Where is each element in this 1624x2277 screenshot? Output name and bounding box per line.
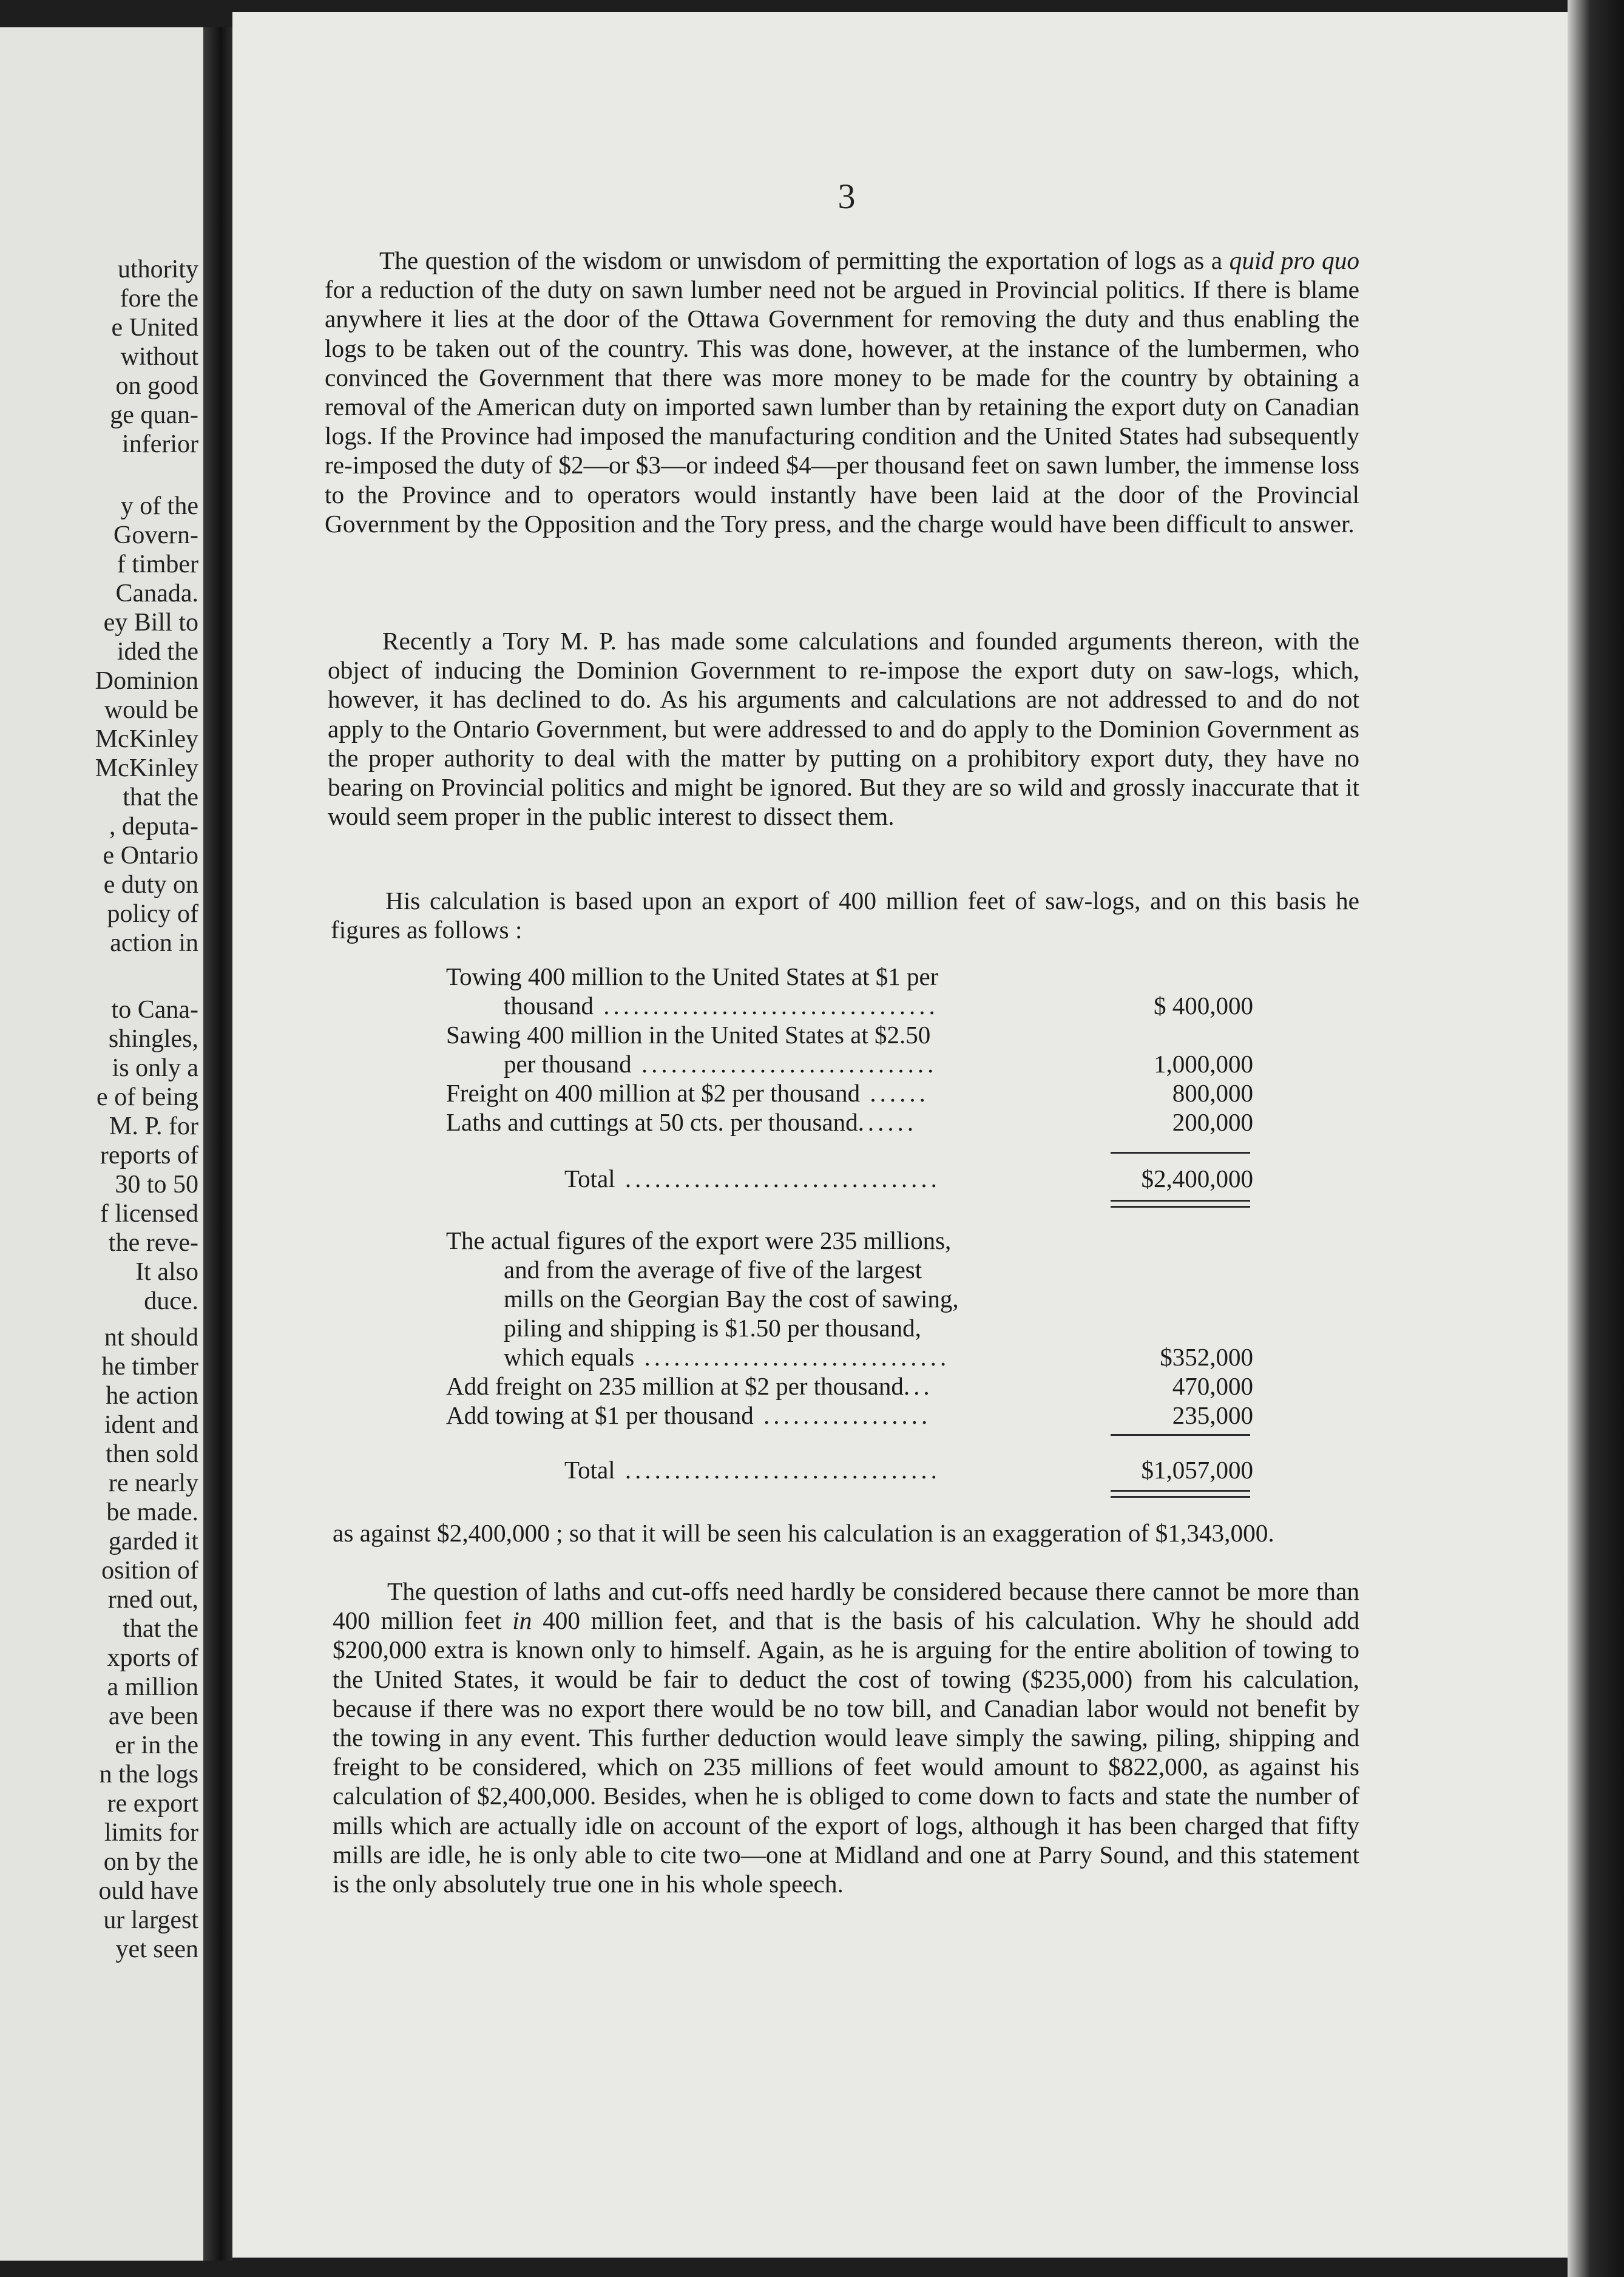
row-amount: $ 400,000 xyxy=(1154,992,1253,1020)
left-page-fragment: that the xyxy=(123,1615,198,1643)
row-label-text: thousand xyxy=(504,992,594,1020)
row-amount: 200,000 xyxy=(1172,1108,1253,1136)
row-amount: 800,000 xyxy=(1172,1079,1253,1107)
total-label xyxy=(564,1455,941,1484)
left-page-fragment: f licensed xyxy=(100,1200,198,1228)
paragraph-1-text-b: for a reduction of the duty on sawn lumber need not be argued in Provincial politics. If there is blame anywhere it lies at the door of the Ottawa Government for removing the duty and thus enabling the logs to be taken out of the country. This was done, however, at the instance of the lumbermen, who convinced the Government that there was more money to be made for the country by obtaining a removal of the American duty on imported sawn lumber than by retaining the export duty on Canadian logs. If the Province had imposed the manufacturing condition and the United States had subsequently re-imposed the duty of $2—or $3—or indeed $4—per thousand feet on sawn lumber, the immense loss to the Province and to operators would instantly have been laid at the door of the Provincial Government by the Opposition and the Tory press, and the charge would have been difficult to answer. xyxy=(325,276,1359,538)
table2-total-rule-1 xyxy=(1111,1490,1250,1492)
left-page-fragment: ge quan- xyxy=(110,401,198,429)
row-label-text: which equals xyxy=(504,1343,635,1371)
paragraph-5-text-a: The question of laths and cut-offs need hardly be considered because there cannot be more than 400 million feet xyxy=(333,1577,1359,1635)
left-page-fragment: duce. xyxy=(144,1287,198,1315)
left-page-fragment: ided the xyxy=(117,638,198,666)
left-page-fragment: er in the xyxy=(115,1731,198,1759)
row-label xyxy=(504,1049,937,1078)
row-label-text: Add towing at $1 per thousand xyxy=(446,1401,754,1429)
page-number: 3 xyxy=(837,177,856,216)
table2-total-rule-2 xyxy=(1111,1496,1250,1498)
row-amount: 1,000,000 xyxy=(1154,1050,1253,1078)
row-label-text: per thousand xyxy=(504,1050,632,1078)
paragraph-2: Recently a Tory M. P. has made some calculations and founded arguments thereon, with the object of inducing the Dominion Government to re-impose the export duty on saw-logs, which, however, it has declined to do. As his arguments and calculations are not addressed to and do not apply to the Ontario Government, but were addressed to and do apply to the Dominion Government as the proper authority to deal with the matter by putting on a prohibitory export duty, they have no bearing on Provincial politics and might be ignored. But they are so wild and grossly inaccurate that it would seem proper in the public interest to dissect them. xyxy=(328,627,1359,831)
left-page-fragment: ur largest xyxy=(103,1906,198,1934)
left-page-fragment: ey Bill to xyxy=(103,609,198,637)
left-page-fragment: a million xyxy=(107,1673,198,1701)
paragraph-3: His calculation is based upon an export of 400 million feet of saw-logs, and on this basis he figures as follows : xyxy=(331,887,1359,944)
left-page-fragment: McKinley xyxy=(95,754,198,782)
left-page-fragment: without xyxy=(120,343,198,371)
left-page-fragment: fore the xyxy=(120,285,198,313)
table-row xyxy=(446,1401,1253,1430)
leader-dots: ...... xyxy=(858,1108,918,1136)
left-page-fragment: Dominion xyxy=(95,667,198,695)
left-page-fragment: inferior xyxy=(122,430,198,458)
left-page-fragment: e Ontario xyxy=(103,842,198,870)
row-label xyxy=(504,991,939,1020)
left-page-fragment: to Cana- xyxy=(111,996,198,1024)
left-page-fragment: rned out, xyxy=(107,1586,198,1614)
row-label xyxy=(504,1284,959,1313)
row-label-text: Freight on 400 million at $2 per thousand xyxy=(446,1079,861,1107)
row-label-text: mills on the Georgian Bay the cost of sawing, xyxy=(504,1285,959,1313)
left-page-fragment: ould have xyxy=(98,1877,198,1905)
total-label xyxy=(564,1164,941,1193)
row-label xyxy=(446,1401,931,1430)
left-page-fragment: , deputa- xyxy=(109,813,198,841)
left-page-fragment: It also xyxy=(135,1258,198,1286)
left-page-fragment: f timber xyxy=(117,550,198,578)
left-page-fragment: y of the xyxy=(120,492,198,520)
left-page-fragment: on by the xyxy=(103,1848,198,1876)
left-page-fragment: on good xyxy=(115,372,198,400)
table-row xyxy=(446,1284,1253,1313)
left-page-fragment: is only a xyxy=(112,1054,198,1082)
paragraph-1-italic: quid pro quo xyxy=(1229,246,1359,274)
row-label xyxy=(446,1078,929,1108)
leader-dots: ............................... xyxy=(634,1343,950,1371)
left-page-fragment: e duty on xyxy=(103,871,198,899)
row-label-text: Laths and cuttings at 50 cts. per thousand xyxy=(446,1108,858,1136)
left-page-fragment: uthority xyxy=(118,255,198,283)
row-label-text: piling and shipping is $1.50 per thousand, xyxy=(504,1314,921,1342)
leader-dots: .............................. xyxy=(631,1050,938,1078)
row-amount: 235,000 xyxy=(1172,1401,1253,1429)
table-row xyxy=(446,962,1253,991)
row-amount: 470,000 xyxy=(1172,1372,1253,1400)
row-label xyxy=(504,1313,921,1342)
total-label-text: Total xyxy=(564,1456,615,1484)
left-page-fragment: that the xyxy=(123,783,198,811)
row-label xyxy=(446,1226,951,1255)
row-label xyxy=(446,1020,930,1049)
left-page-fragment: the reve- xyxy=(108,1229,198,1257)
left-page-fragment: he timber xyxy=(101,1353,198,1381)
row-label-text: Add freight on 235 million at $2 per thousand xyxy=(446,1372,904,1400)
table-row xyxy=(446,991,1253,1020)
left-page-fragment: re nearly xyxy=(108,1469,198,1497)
row-label-text: and from the average of five of the largest xyxy=(504,1256,922,1284)
row-label xyxy=(446,1372,933,1401)
book-spine xyxy=(203,27,232,2261)
row-label-text: Towing 400 million to the United States at $1 per xyxy=(446,963,939,990)
leader-dots: ...... xyxy=(860,1079,929,1107)
table-row xyxy=(446,1020,1253,1049)
table-row xyxy=(446,1226,1253,1255)
row-label xyxy=(446,962,938,991)
leader-dots: ................. xyxy=(753,1401,932,1429)
table-row xyxy=(446,1342,1253,1372)
left-page-fragment: he action xyxy=(106,1382,198,1410)
table2-subtotal-rule xyxy=(1111,1434,1250,1436)
row-label xyxy=(446,1108,917,1137)
left-page-fragment: then sold xyxy=(106,1440,198,1468)
left-page-fragment: be made. xyxy=(106,1498,198,1526)
left-page-fragment: yet seen xyxy=(115,1935,198,1963)
row-label xyxy=(504,1255,922,1284)
paragraph-1-text-a: The question of the wisdom or unwisdom of permitting the exportation of logs as a xyxy=(379,246,1230,274)
paragraph-4: as against $2,400,000 ; so that it will be seen his calculation is an exaggeration of $1,343,000. xyxy=(333,1519,1274,1547)
left-page-fragment: ave been xyxy=(108,1702,198,1730)
paragraph-5-text-b: 400 million feet, and that is the basis of his calculation. Why he should add $200,000 extra is known only to himself. Again, as he is arguing for the entire abolition of towing to the United States, it would be fair to deduct the cost of towing ($235,000) from his calculation, because if there was no export there would be no tow bill, and Canadian labor would not benefit by the towing in any event. This further deduction would leave simply the sawing, piling, shipping and freight to be considered, which on 235 millions of feet would amount to $822,000, as against his calculation of $2,400,000. Besides, when he is obliged to come down to facts and state the number of mills which are actually idle on account of the export of logs, although it has been charged that fifty mills are idle, he is only able to cite two—one at Midland and one at Parry Sound, and this statement is the only absolutely true one in his whole speech. xyxy=(333,1606,1359,1898)
total-amount: $1,057,000 xyxy=(1141,1456,1253,1484)
left-page-fragment: nt should xyxy=(104,1324,198,1352)
left-page-fragment: would be xyxy=(104,696,198,724)
table1-total-rule-1 xyxy=(1111,1200,1250,1202)
table-row xyxy=(446,1078,1253,1108)
left-page-fragment: e of being xyxy=(96,1083,198,1111)
left-page-fragment: re export xyxy=(107,1790,198,1818)
table-row xyxy=(446,1108,1253,1137)
left-page-fragment: ident and xyxy=(104,1411,198,1439)
total-row xyxy=(446,1455,1253,1484)
row-amount: $352,000 xyxy=(1160,1343,1253,1371)
paragraph-1 xyxy=(325,246,1359,538)
row-label xyxy=(504,1342,950,1372)
row-label-text: Sawing 400 million in the United States at $2.50 xyxy=(446,1021,931,1049)
page-edge-shadow xyxy=(1568,0,1624,2277)
paragraph-5-italic: in xyxy=(512,1606,532,1635)
leader-dots: ................................ xyxy=(615,1456,941,1484)
total-amount: $2,400,000 xyxy=(1141,1165,1253,1193)
leader-dots: ................................ xyxy=(615,1165,941,1193)
left-page-fragment: reports of xyxy=(100,1142,198,1169)
left-page-fragment: garded it xyxy=(108,1528,198,1555)
left-page-fragment: Canada. xyxy=(115,580,198,607)
left-page-fragment: osition of xyxy=(101,1557,198,1585)
leader-dots: .................................. xyxy=(594,992,939,1020)
table-row xyxy=(446,1313,1253,1342)
left-page-fragment: Govern- xyxy=(113,521,198,549)
paragraph-5 xyxy=(333,1577,1359,1898)
left-page-fragment: 30 to 50 xyxy=(115,1171,198,1199)
left-page-fragment: xports of xyxy=(107,1644,198,1672)
table-row xyxy=(446,1049,1253,1078)
left-page-fragment: shingles, xyxy=(108,1025,198,1053)
table-row xyxy=(446,1372,1253,1401)
leader-dots: ... xyxy=(903,1372,933,1400)
row-label-text: The actual figures of the export were 235 millions, xyxy=(446,1226,952,1254)
left-page-fragment: M. P. for xyxy=(109,1112,198,1140)
total-row xyxy=(446,1164,1253,1193)
table1-total-rule-2 xyxy=(1111,1206,1250,1208)
table-row xyxy=(446,1255,1253,1284)
table1-subtotal-rule xyxy=(1111,1152,1250,1154)
total-label-text: Total xyxy=(564,1165,615,1193)
left-page-fragment: e United xyxy=(111,314,198,342)
left-page-fragment: limits for xyxy=(104,1819,198,1847)
left-page-fragment: action in xyxy=(110,929,198,957)
left-page-fragment: n the logs xyxy=(99,1761,198,1788)
left-page-fragment: McKinley xyxy=(95,725,198,753)
left-page-fragment: policy of xyxy=(107,900,198,928)
